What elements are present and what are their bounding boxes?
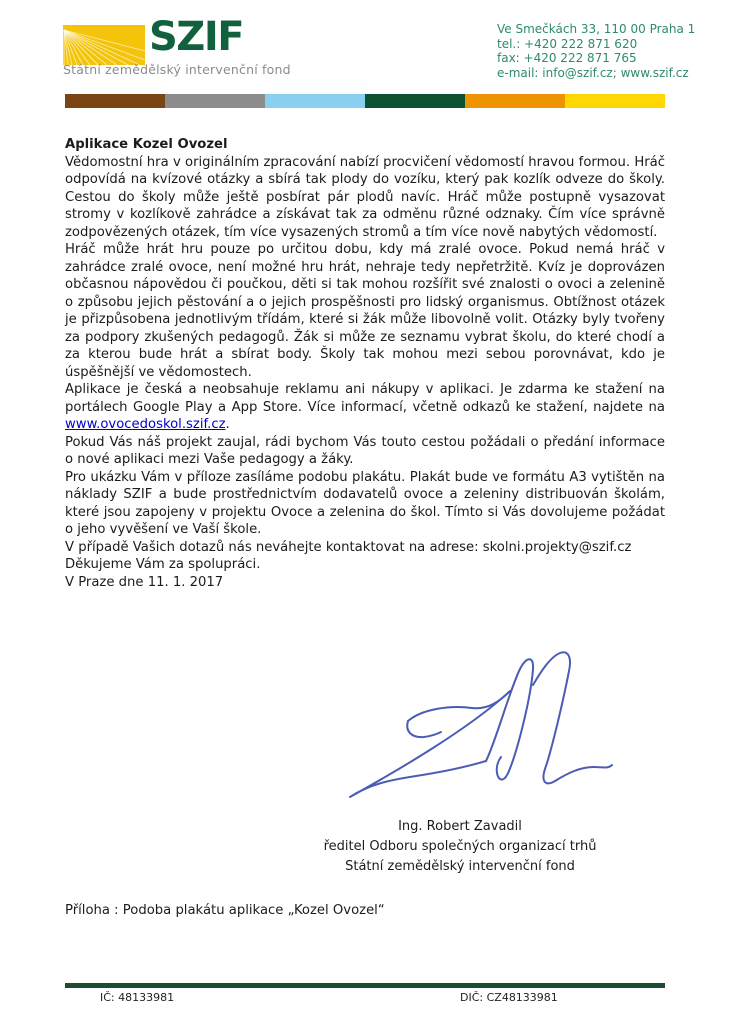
signer-org: Státní zemědělský intervenční fond — [345, 859, 575, 874]
paragraph-contact: V případě Vašich dotazů nás neváhejte kontaktovat na adrese: skolni.projekty@szif.cz — [65, 539, 632, 555]
logo-tagline: Státní zemědělský intervenční fond — [63, 62, 291, 77]
stripe-segment-gray — [165, 94, 265, 108]
paragraph-2: Hráč může hrát hru pouze po určitou dobu, kdy má zralé ovoce. Pokud nemá hráč v zahrádce zralé ovoce, není možné hru hrát, nehraje tedy nepřetržitě. Kvíz je doprovázen občasnou nápovědou či poučkou, děti si tak mohou rozšířit své znalosti o ovoci a zelenině o způsobu jejich pěstování a o jejich prospěšnosti pro lidský organismus. Obtížnost otázek je přizpůsobena jednotlivým třídám, které si žák může libovolně volit. Otázky byly tvořeny za podpory zkušených pedagogů. Žák si může ze seznamu vybrat školu, do které chodí a za kterou bude hrát a sbírat body. Školy tak mohou mezi sebou porovnávat, kdo je úspěšnější ve vědomostech. — [65, 242, 665, 380]
letter-body — [65, 136, 665, 591]
paragraph-5: Pro ukázku Vám v příloze zasíláme podobu plakátu. Plakát bude ve formátu A3 vytištěn na náklady SZIF a bude prostřednictvím dodavatelů ovoce a zeleniny distribuován školám, které jsou zapojeny v projektu Ovoce a zelenina do škol. Tímto si Vás dovolujeme požádat o jeho vyvěšení ve Vaší škole. — [65, 469, 665, 537]
logo-wordmark: SZIF — [149, 14, 244, 60]
paragraph-3-period: . — [225, 417, 230, 432]
stripe-segment-brown — [65, 94, 165, 108]
signer-name: Ing. Robert Zavadil — [398, 819, 522, 834]
signature-scribble — [338, 645, 668, 824]
paragraph-3 — [65, 381, 665, 434]
szif-logo — [63, 25, 145, 65]
contact-block — [497, 22, 695, 80]
stripe-segment-yellow — [565, 94, 665, 108]
footer-dic: DIČ: CZ48133981 — [460, 991, 558, 1004]
signer-block — [280, 817, 640, 877]
signer-role: ředitel Odboru společných organizací trhů — [323, 839, 597, 854]
contact-fax: fax: +420 222 871 765 — [497, 51, 637, 66]
stripe-segment-lightblue — [265, 94, 365, 108]
footer-ic: IČ: 48133981 — [100, 991, 175, 1004]
contact-phone: tel.: +420 222 871 620 — [497, 36, 638, 51]
footer-bar — [65, 983, 665, 988]
paragraph-3-text: Aplikace je česká a neobsahuje reklamu ani nákupy v aplikaci. Je zdarma ke stažení na portálech Google Play a App Store. Více informací, včetně odkazů ke stažení, najdete na — [65, 382, 665, 415]
stripe-segment-orange — [465, 94, 565, 108]
date-line: V Praze dne 11. 1. 2017 — [65, 574, 224, 590]
thanks-line: Děkujeme Vám za spolupráci. — [65, 557, 261, 572]
attachment-line: Příloha : Podoba plakátu aplikace „Kozel Ovozel“ — [65, 903, 385, 918]
letter-title: Aplikace Kozel Ovozel — [65, 137, 228, 152]
contact-address: Ve Smečkách 33, 110 00 Praha 1 — [497, 22, 696, 36]
ovocedoskol-link[interactable]: www.ovocedoskol.szif.cz — [65, 417, 226, 432]
paragraph-intro — [65, 154, 665, 382]
paragraph-4: Pokud Vás náš projekt zaujal, rádi bychom Vás touto cestou požádali o předání informace o nové aplikaci mezi Vaše pedagogy a žáky. — [65, 434, 665, 467]
paragraph-1: Vědomostní hra v originálním zpracování nabízí procvičení vědomostí hravou formou. Hráč odpovídá na kvízové otázky a sbírá tak plody do vozíku, který pak kozlík odveze do školy. Cestou do školy může ještě posbírat pár plodů navíc. Hráč může postupně vysazovat stromy v kozlíkově zahrádce a získávat tak za odměnu různé odznaky. Čím více správně zodpovězených otázek, tím více vysazených stromů a tím více nově nabytých vědomostí. — [65, 154, 665, 240]
field-rays-icon — [63, 25, 145, 65]
stripe-segment-darkgreen — [365, 94, 465, 108]
color-stripe — [65, 94, 665, 108]
contact-email: e-mail: info@szif.cz; www.szif.cz — [497, 65, 689, 80]
